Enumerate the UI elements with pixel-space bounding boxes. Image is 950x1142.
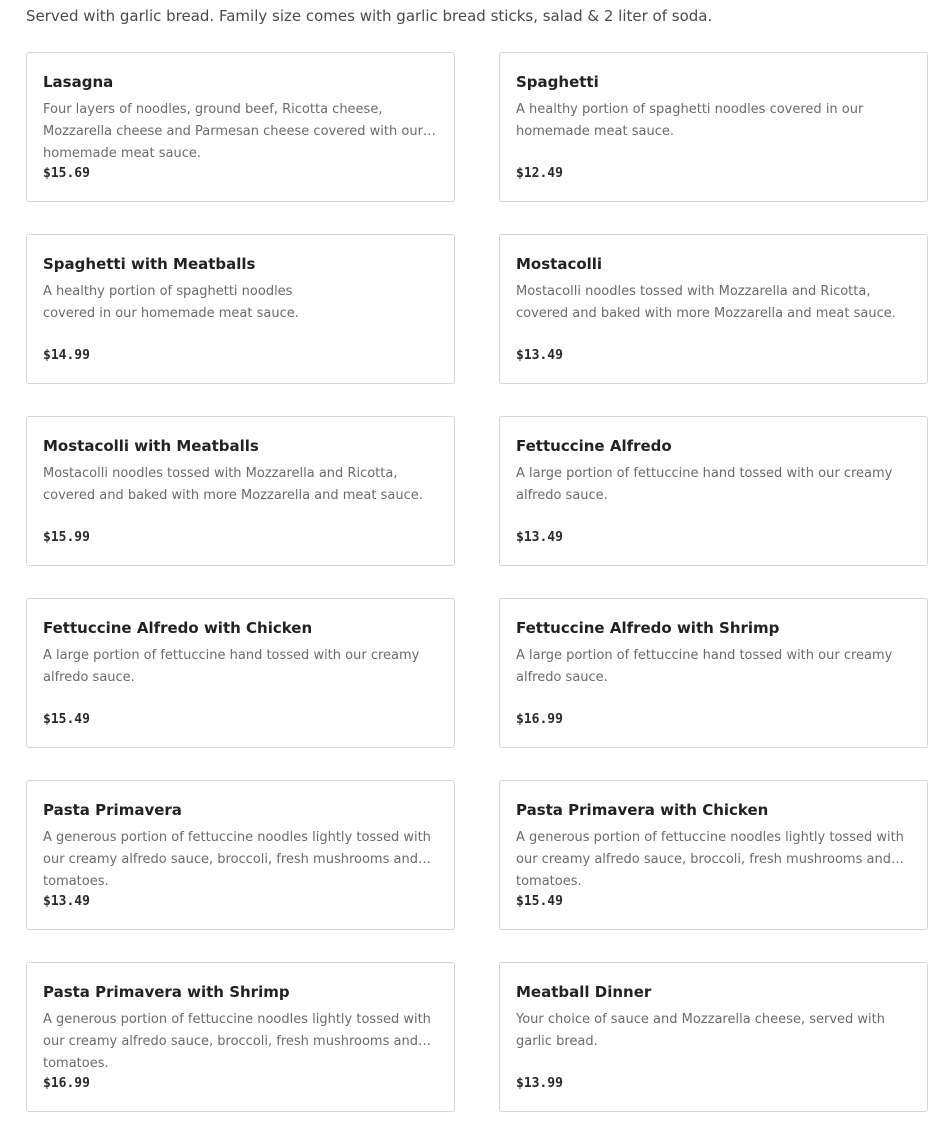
menu-item-price: $14.99 — [43, 348, 90, 363]
menu-item-description: Mostacolli noodles tossed with Mozzarella and Ricotta, covered and baked with more Mozzarella and meat sauce. — [43, 466, 423, 503]
menu-item-name: Fettuccine Alfredo — [516, 437, 672, 455]
menu-item-description: A large portion of fettuccine hand tossed with our creamy alfredo sauce. — [43, 648, 420, 685]
menu-item-description: A generous portion of fettuccine noodles lightly tossed with our creamy alfredo sauce, broccoli, fresh mushrooms and tomatoes. — [43, 1012, 431, 1071]
menu-item-description: Your choice of sauce and Mozzarella cheese, served with garlic bread. — [516, 1012, 885, 1049]
menu-item-price: $16.99 — [43, 1076, 90, 1091]
menu-item-description: Mostacolli noodles tossed with Mozzarella and Ricotta, covered and baked with more Mozzarella and meat sauce. — [516, 284, 896, 321]
menu-item-name: Mostacolli — [516, 255, 603, 273]
menu-item-card[interactable] — [499, 962, 928, 1112]
menu-item-price: $13.99 — [516, 1076, 563, 1091]
menu-item-card[interactable] — [26, 234, 455, 384]
menu-items-grid — [26, 52, 928, 1112]
menu-item-description: Four layers of noodles, ground beef, Ricotta cheese, Mozzarella cheese and Parmesan cheese covered with our homemade meat sauce. — [43, 102, 423, 161]
menu-item-card[interactable] — [499, 52, 928, 202]
menu-item-card[interactable] — [26, 962, 455, 1112]
menu-item-name: Fettuccine Alfredo with Shrimp — [516, 619, 780, 637]
menu-item-price: $15.49 — [43, 712, 90, 727]
menu-item-price: $13.49 — [516, 348, 563, 363]
menu-item-description: A generous portion of fettuccine noodles lightly tossed with our creamy alfredo sauce, broccoli, fresh mushrooms and tomatoes. — [43, 830, 431, 889]
section-description: Served with garlic bread. Family size comes with garlic bread sticks, salad & 2 liter of soda. — [26, 7, 713, 25]
menu-item-name: Spaghetti with Meatballs — [43, 255, 256, 273]
menu-item-description: A generous portion of fettuccine noodles lightly tossed with our creamy alfredo sauce, broccoli, fresh mushrooms and tomatoes. — [516, 830, 904, 889]
menu-item-price: $15.69 — [43, 166, 90, 181]
menu-item-name: Pasta Primavera with Shrimp — [43, 983, 290, 1001]
menu-item-price: $15.49 — [516, 894, 563, 909]
menu-item-card[interactable] — [26, 780, 455, 930]
menu-item-description: A healthy portion of spaghetti noodles covered in our homemade meat sauce. — [43, 284, 299, 321]
menu-item-description: A large portion of fettuccine hand tossed with our creamy alfredo sauce. — [516, 648, 893, 685]
menu-item-price: $13.49 — [516, 530, 563, 545]
menu-item-price: $12.49 — [516, 166, 563, 181]
menu-item-card[interactable] — [26, 416, 455, 566]
menu-item-name: Mostacolli with Meatballs — [43, 437, 259, 455]
menu-item-price: $15.99 — [43, 530, 90, 545]
menu-item-price: $13.49 — [43, 894, 90, 909]
menu-item-name: Fettuccine Alfredo with Chicken — [43, 619, 313, 637]
menu-item-name: Lasagna — [43, 73, 114, 91]
menu-item-name: Pasta Primavera — [43, 801, 182, 819]
menu-item-name: Spaghetti — [516, 73, 599, 91]
menu-item-description: A healthy portion of spaghetti noodles covered in our homemade meat sauce. — [516, 102, 864, 139]
menu-item-card[interactable] — [26, 52, 455, 202]
menu-item-card[interactable] — [26, 598, 455, 748]
menu-item-card[interactable] — [499, 234, 928, 384]
menu-item-card[interactable] — [499, 416, 928, 566]
menu-item-card[interactable] — [499, 598, 928, 748]
menu-item-name: Meatball Dinner — [516, 983, 652, 1001]
menu-item-price: $16.99 — [516, 712, 563, 727]
menu-item-card[interactable] — [499, 780, 928, 930]
menu-item-description: A large portion of fettuccine hand tossed with our creamy alfredo sauce. — [516, 466, 893, 503]
menu-item-name: Pasta Primavera with Chicken — [516, 801, 769, 819]
